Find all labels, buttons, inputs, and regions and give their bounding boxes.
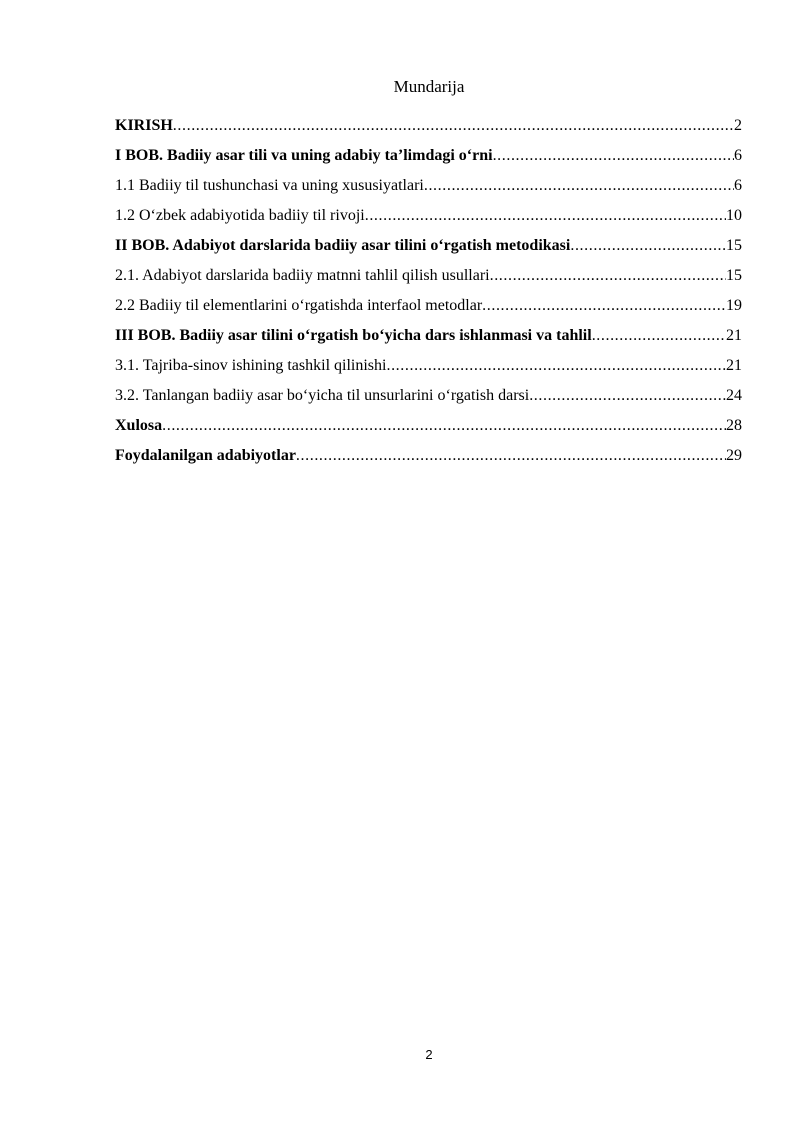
toc-item (115, 381, 742, 411)
toc-item (115, 201, 742, 231)
toc-item (115, 171, 742, 201)
toc-dot-leader (570, 231, 726, 261)
toc-item-page: 6 (734, 147, 742, 164)
toc-dot-leader (386, 351, 726, 381)
toc-item (115, 261, 742, 291)
toc-item (115, 141, 742, 171)
toc-item-label: 3.1. Tajriba-sinov ishining tashkil qilinishi (115, 357, 387, 374)
page-number: 2 (425, 1047, 433, 1062)
toc-item-label: 2.1. Adabiyot darslarida badiiy matnni tahlil qilish usullari (115, 267, 490, 284)
toc-item (115, 321, 742, 351)
toc-item (115, 111, 742, 141)
toc-item-label: Xulosa (115, 417, 163, 434)
toc-item-page: 28 (726, 417, 742, 434)
toc-item-page: 29 (726, 447, 742, 464)
toc-item-label: 1.1 Badiiy til tushunchasi va uning xususiyatlari (115, 177, 424, 194)
toc-item-page: 24 (726, 387, 742, 404)
toc-dot-leader (424, 171, 734, 201)
toc-dot-leader (162, 411, 726, 441)
toc-dot-leader (173, 111, 734, 141)
toc-dot-leader (482, 291, 726, 321)
toc-dot-leader (493, 141, 734, 171)
toc-item-page: 21 (726, 327, 742, 344)
toc-item-page: 19 (726, 297, 742, 314)
toc-item (115, 351, 742, 381)
toc-title: Mundarija (393, 77, 465, 96)
toc-item-page: 2 (734, 117, 742, 134)
toc-item (115, 441, 742, 471)
toc-item-page: 10 (726, 207, 742, 224)
toc-item-label: II BOB. Adabiyot darslarida badiiy asar tilini o‘rgatish metodikasi (115, 237, 571, 254)
toc-item-label: 2.2 Badiiy til elementlarini o‘rgatishda interfaol metodlar (115, 297, 483, 314)
toc-item-label: 1.2 O‘zbek adabiyotida badiiy til rivoji (115, 207, 365, 224)
toc-item-label: III BOB. Badiiy asar tilini o‘rgatish bo‘yicha dars ishlanmasi va tahlil (115, 327, 592, 344)
toc-item (115, 231, 742, 261)
toc-item-page: 21 (726, 357, 742, 374)
toc-item-label: 3.2. Tanlangan badiiy asar bo‘yicha til unsurlarini o‘rgatish darsi (115, 387, 530, 404)
toc-dot-leader (296, 441, 726, 471)
toc-dot-leader (529, 381, 726, 411)
toc-item-page: 15 (726, 267, 742, 284)
toc-item (115, 291, 742, 321)
toc-item-label: Foydalanilgan adabiyotlar (115, 447, 296, 464)
toc-dot-leader (490, 261, 726, 291)
table-of-contents (115, 111, 742, 471)
toc-dot-leader (365, 201, 726, 231)
toc-item (115, 411, 742, 441)
toc-item-label: I BOB. Badiiy asar tili va uning adabiy ta’limdagi o‘rni (115, 147, 493, 164)
toc-dot-leader (592, 321, 726, 351)
toc-item-page: 6 (734, 177, 742, 194)
toc-item-page: 15 (726, 237, 742, 254)
toc-item-label: KIRISH (115, 117, 173, 134)
